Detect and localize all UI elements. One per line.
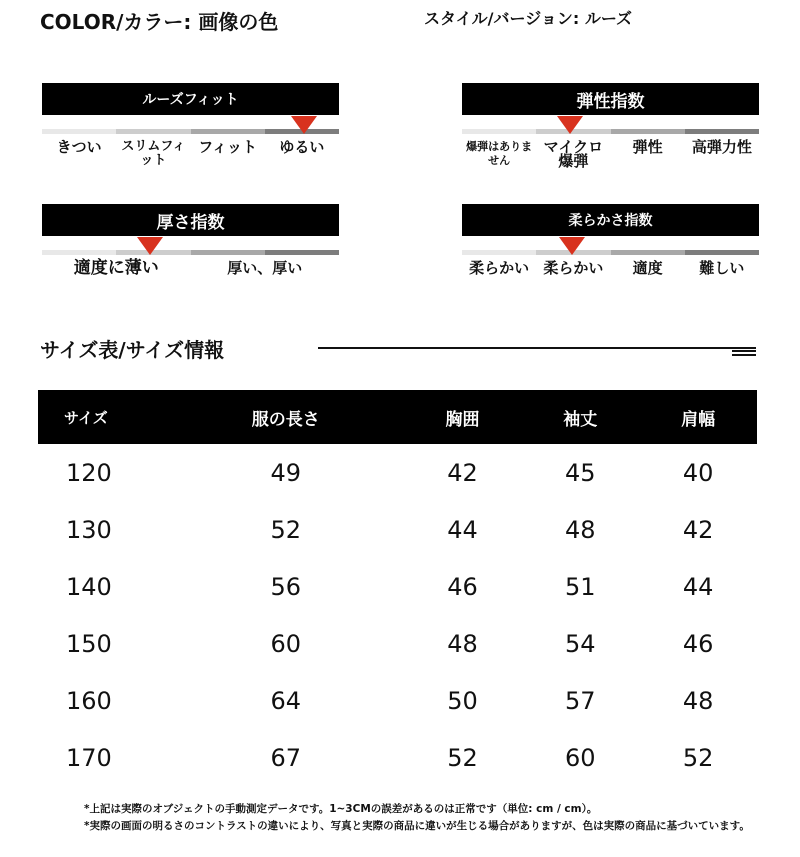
- thickness-marker-icon: [137, 237, 163, 255]
- header-size: サイズ: [38, 390, 168, 444]
- cell: 48: [565, 515, 596, 544]
- cell: 46: [682, 629, 714, 658]
- cell: 160: [66, 686, 112, 715]
- table-row: [38, 501, 757, 558]
- fit-label-4: ゆるい: [279, 138, 325, 156]
- cell: 56: [270, 572, 302, 601]
- thickness-scale-title: 厚さ指数: [42, 204, 339, 236]
- cell: 44: [682, 572, 714, 601]
- cell: 54: [565, 629, 596, 658]
- color-label: COLOR/カラー: 画像の色: [40, 10, 279, 34]
- table-row: [38, 444, 757, 501]
- cell: 140: [66, 572, 112, 601]
- cell: 51: [565, 572, 596, 601]
- softness-scale: [462, 204, 759, 275]
- cell: 52: [270, 515, 302, 544]
- header-sleeve: 袖丈: [521, 390, 639, 444]
- cell: 64: [270, 686, 302, 715]
- menu-lines-icon: [732, 350, 756, 358]
- cell: 42: [682, 515, 714, 544]
- elastic-label-4: 高弾力性: [691, 138, 752, 156]
- note-color: *実際の画面の明るさのコントラストの違いにより、写真と実際の商品に違いが生じる場合がありますが、色は実際の商品に基づいています。: [84, 820, 750, 832]
- header-length: 服の長さ: [168, 390, 404, 444]
- table-row: [38, 672, 757, 729]
- cell: 67: [270, 743, 302, 772]
- header-chest: 胸囲: [404, 390, 522, 444]
- cell: 57: [565, 686, 596, 715]
- cell: 48: [447, 629, 478, 658]
- elastic-scale-title: 弾性指数: [462, 83, 759, 115]
- softness-label-1: 柔らかい: [469, 259, 530, 277]
- table-row: [38, 558, 757, 615]
- size-section-title: サイズ表/サイズ情報: [40, 338, 225, 362]
- elastic-marker-icon: [557, 116, 583, 134]
- size-table: [38, 390, 757, 786]
- fit-scale: [42, 83, 339, 168]
- cell: 50: [447, 686, 478, 715]
- section-divider: [318, 347, 756, 349]
- fit-label-2: スリムフィット: [121, 139, 186, 168]
- cell: 45: [565, 458, 596, 487]
- elastic-label-1: 爆弾はありません: [466, 140, 533, 167]
- thickness-scale: [42, 204, 339, 278]
- footnotes: [84, 803, 784, 837]
- softness-marker-icon: [559, 237, 585, 255]
- cell: 130: [66, 515, 112, 544]
- fit-label-3: フィット: [198, 138, 258, 156]
- softness-label-3: 適度: [632, 259, 663, 277]
- cell: 120: [66, 458, 112, 487]
- softness-scale-title: 柔らかさ指数: [462, 204, 759, 236]
- style-label: スタイル/バージョン: ルーズ: [424, 9, 633, 28]
- thickness-label-2: 厚い、厚い: [227, 259, 303, 277]
- table-header-row: [38, 390, 757, 444]
- cell: 42: [447, 458, 478, 487]
- table-row: [38, 615, 757, 672]
- cell: 52: [682, 743, 714, 772]
- cell: 150: [66, 629, 112, 658]
- elastic-label-2: マイクロ爆弾: [543, 138, 604, 170]
- fit-marker-icon: [291, 116, 317, 134]
- cell: 60: [565, 743, 596, 772]
- softness-label-2: 柔らかい: [543, 259, 604, 277]
- fit-scale-title: ルーズフィット: [42, 83, 339, 115]
- cell: 44: [447, 515, 478, 544]
- cell: 170: [66, 743, 112, 772]
- cell: 48: [682, 686, 714, 715]
- cell: 40: [682, 458, 714, 487]
- elastic-scale: [462, 83, 759, 168]
- note-measurement: *上記は実際のオブジェクトの手動測定データです。1~3CMの誤差があるのは正常です（単位: cm / cm）。: [84, 803, 598, 815]
- thickness-label-1: 適度に薄い: [73, 258, 159, 278]
- cell: 46: [447, 572, 478, 601]
- fit-label-1: きつい: [56, 138, 102, 156]
- cell: 60: [270, 629, 302, 658]
- header-shoulder: 肩幅: [639, 390, 757, 444]
- table-row: [38, 729, 757, 786]
- cell: 49: [270, 458, 302, 487]
- cell: 52: [447, 743, 478, 772]
- elastic-label-3: 弾性: [632, 138, 663, 156]
- softness-label-4: 難しい: [699, 259, 745, 277]
